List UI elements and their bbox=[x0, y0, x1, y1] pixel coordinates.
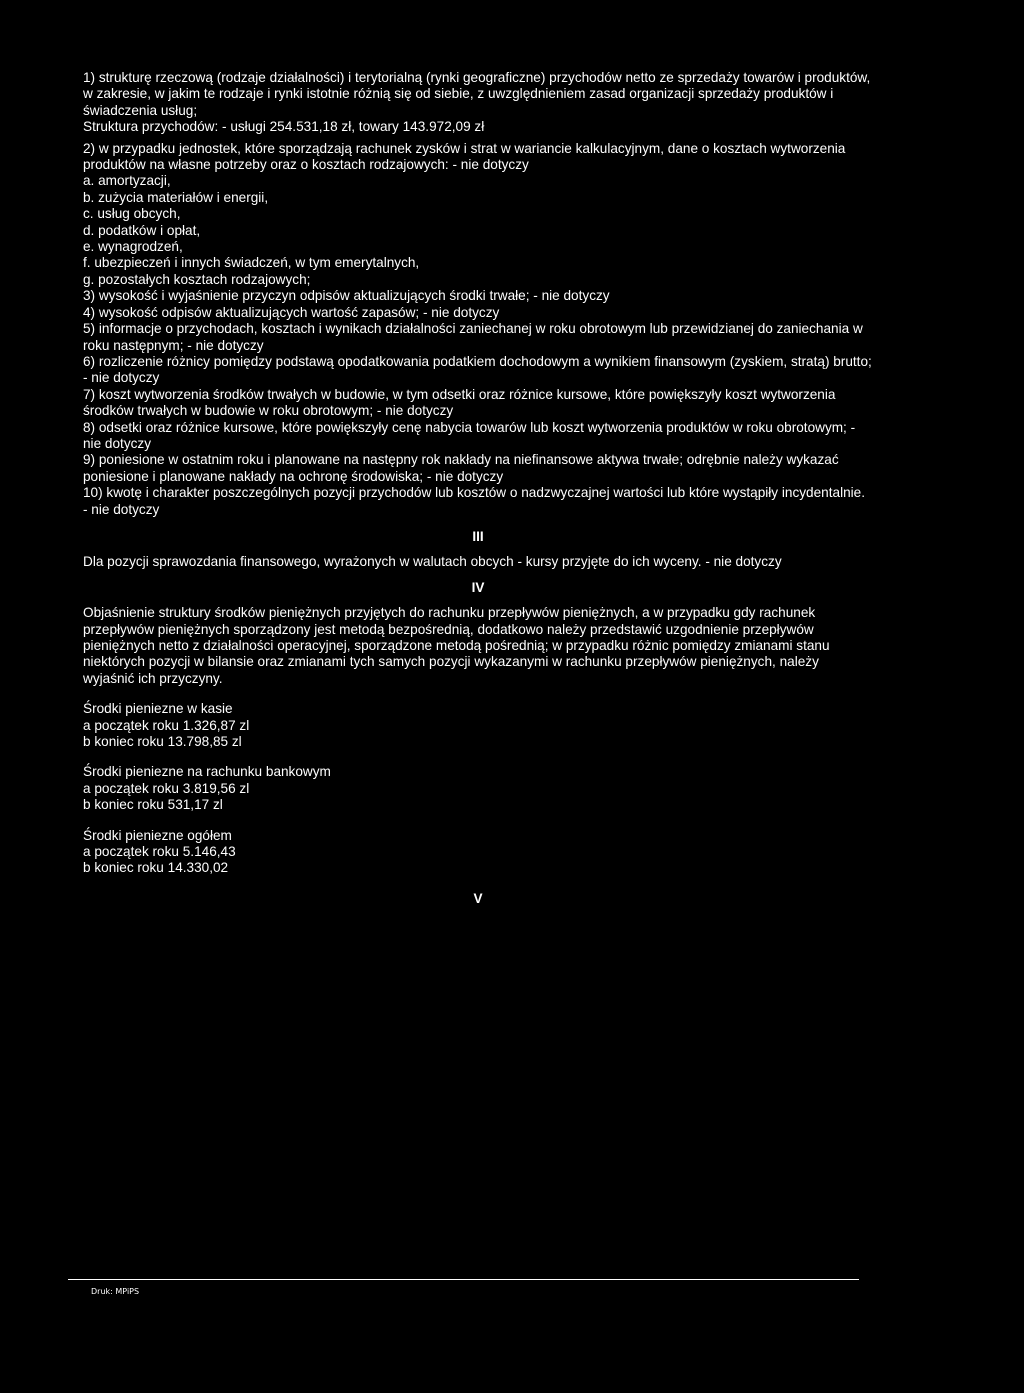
revenue-structure: Struktura przychodów: - usługi 254.531,18 zł, towary 143.972,09 zł bbox=[83, 119, 485, 135]
footer-print-label: Druk: MPiPS bbox=[91, 1287, 140, 1296]
cash-group-end: b koniec roku 14.330,02 bbox=[83, 860, 229, 876]
footer-divider bbox=[68, 1279, 859, 1280]
cash-group-end: b koniec roku 531,17 zl bbox=[83, 797, 223, 813]
cash-group-start: a początek roku 3.819,56 zl bbox=[83, 780, 250, 796]
section-numeral-iv: IV bbox=[471, 579, 485, 595]
item-2-text: 2) w przypadku jednostek, które sporządzają rachunek zysków i strat w wariancie kalkulacyjnym, dane o kosztach wytworzenia produktów na własne potrzeby oraz o kosztach rodzajowych: - nie dotyczy bbox=[83, 140, 846, 173]
cash-group-start: a początek roku 5.146,43 bbox=[83, 844, 236, 860]
item-6-text: 6) rozliczenie różnicy pomiędzy podstawą opodatkowania podatkiem dochodowym a wynikiem finansowym (zyskiem, stratą) brutto; - nie dotyczy bbox=[83, 353, 872, 386]
section-numeral-v: V bbox=[473, 890, 483, 906]
item-2-sub-b: b. zużycia materiałów i energii, bbox=[83, 189, 269, 205]
section-numeral-iii: III bbox=[472, 528, 484, 544]
item-2-sub-c: c. usług obcych, bbox=[83, 206, 181, 222]
cash-group-title: Środki pieniezne na rachunku bankowym bbox=[83, 764, 331, 780]
section-iii-text: Dla pozycji sprawozdania finansowego, wyrażonych w walutach obcych - kursy przyjęte do ich wyceny. - nie dotyczy bbox=[83, 554, 782, 570]
item-8-text: 8) odsetki oraz różnice kursowe, które powiększyły cenę nabycia towarów lub koszt wytworzenia produktów w roku obrotowym; - nie dotyczy bbox=[83, 419, 856, 451]
cash-group-total bbox=[83, 828, 873, 877]
item-4-text: 4) wysokość odpisów aktualizujących wartość zapasów; - nie dotyczy bbox=[83, 304, 500, 320]
section-iv-text: Objaśnienie struktury środków pieniężnych przyjętych do rachunku przepływów pieniężnych, a w przypadku gdy rachunek przepływów pieniężnych sporządzony jest metodą bezpośrednią, dodatkowo należy przedstawić uzgodnienie przepływów pieniężnych netto z działalności operacyjnej, sporządzone metodą pośrednią; w przypadku różnic pomiędzy zmianami stanu niektórych pozycji w bilansie oraz zmianami tych samych pozycji wykazanymi w rachunku przepływów pieniężnych, należy wyjaśnić ich przyczyny. bbox=[83, 605, 830, 686]
cash-group-bank bbox=[83, 764, 873, 813]
item-9-text: 9) poniesione w ostatnim roku i planowane na następny rok nakłady na niefinansowe aktywa trwałe; odrębnie należy wykazać poniesione i planowane nakłady na ochronę środowiska; - nie dotyczy bbox=[83, 452, 839, 484]
document-body bbox=[83, 70, 873, 907]
cash-group-register bbox=[83, 701, 873, 750]
cash-group-start: a początek roku 1.326,87 zl bbox=[83, 717, 250, 733]
item-2-sub-g: g. pozostałych kosztach rodzajowych; bbox=[83, 271, 311, 287]
item-2-sub-a: a. amortyzacji, bbox=[83, 173, 171, 189]
item-2-sub-e: e. wynagrodzeń, bbox=[83, 239, 183, 255]
item-7-text: 7) koszt wytworzenia środków trwałych w budowie, w tym odsetki oraz różnice kursowe, które powiększyły koszt wytworzenia środków trwałych w budowie w roku obrotowym; - nie dotyczy bbox=[83, 386, 836, 419]
item-10-text: 10) kwotę i charakter poszczególnych pozycji przychodów lub kosztów o nadzwyczajnej wartości lub które wystąpiły incydentalnie. - nie dotyczy bbox=[83, 485, 866, 517]
item-2-sub-f: f. ubezpieczeń i innych świadczeń, w tym emerytalnych, bbox=[83, 255, 420, 271]
item-1-text: 1) strukturę rzeczową (rodzaje działalności) i terytorialną (rynki geograficzne) przychodów netto ze sprzedaży towarów i produktów, w zakresie, w jakim te rodzaje i rynki istotnie różnią się od siebie, z uwzględnieniem zasad organizacji sprzedaży produktów i świadczenia usług; bbox=[83, 70, 871, 118]
item-5-text: 5) informacje o przychodach, kosztach i wynikach działalności zaniechanej w roku obrotowym lub przewidzianej do zaniechania w roku następnym; - nie dotyczy bbox=[83, 321, 863, 353]
cash-group-title: Środki pieniezne ogółem bbox=[83, 827, 232, 843]
item-2-sub-d: d. podatków i opłat, bbox=[83, 222, 201, 238]
cash-group-end: b koniec roku 13.798,85 zl bbox=[83, 734, 242, 750]
cash-group-title: Środki pieniezne w kasie bbox=[83, 701, 233, 717]
item-3-text: 3) wysokość i wyjaśnienie przyczyn odpisów aktualizujących środki trwałe; - nie dotyczy bbox=[83, 288, 610, 304]
